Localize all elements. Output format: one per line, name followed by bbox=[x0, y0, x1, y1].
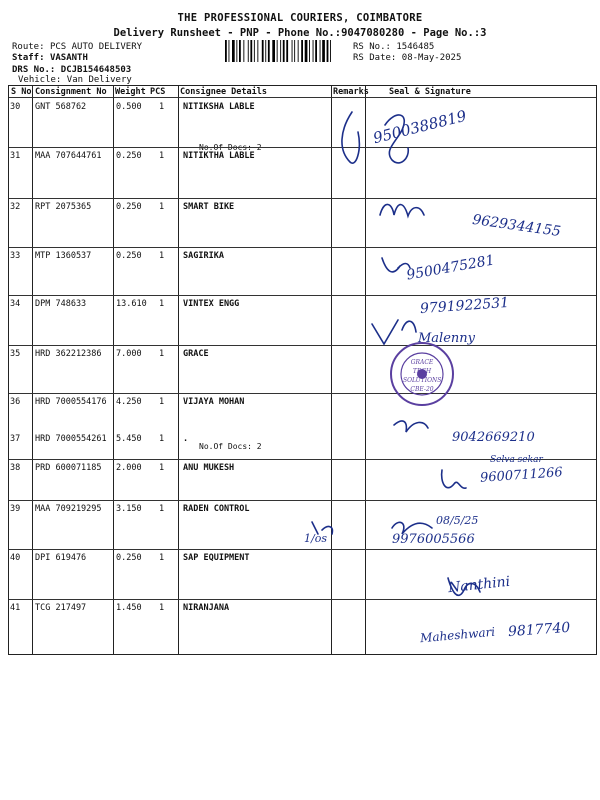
row-consignment: DPI 619476 bbox=[35, 553, 87, 563]
signature-name-40: Nanthini bbox=[447, 573, 511, 597]
row-docs-count: No.Of Docs: 2 bbox=[199, 442, 262, 451]
row-sno: 41 bbox=[10, 603, 21, 613]
row-pcs: 1 bbox=[159, 434, 165, 444]
signature-date-39: 08/5/25 bbox=[436, 514, 479, 527]
signature-scribble bbox=[372, 320, 416, 344]
signature-phone-34: 9791922531 bbox=[419, 294, 510, 318]
row-pcs: 1 bbox=[159, 397, 165, 407]
row-sno: 37 bbox=[10, 434, 21, 444]
row-consignment: MAA 709219295 bbox=[35, 504, 102, 514]
row-pcs: 1 bbox=[159, 553, 165, 563]
signature-scribble bbox=[442, 470, 466, 488]
row-pcs: 1 bbox=[159, 349, 165, 359]
col-sno: S No bbox=[11, 87, 32, 97]
row-consignee: SAGIRIKA bbox=[183, 251, 224, 261]
row-weight: 0.500 bbox=[116, 102, 142, 112]
row-consignment: MTP 1360537 bbox=[35, 251, 92, 261]
row-consignment: HRD 7000554176 bbox=[35, 397, 107, 407]
row-weight: 0.250 bbox=[116, 151, 142, 161]
row-weight: 0.250 bbox=[116, 202, 142, 212]
row-pcs: 1 bbox=[159, 504, 165, 514]
route-label: Route: bbox=[12, 42, 45, 52]
row-weight: 3.150 bbox=[116, 504, 142, 514]
row-sno: 39 bbox=[10, 504, 21, 514]
row-pcs: 1 bbox=[159, 151, 165, 161]
row-pcs: 1 bbox=[159, 102, 165, 112]
rs-date-label: RS Date: bbox=[353, 53, 397, 63]
col-consignee: Consignee Details bbox=[180, 87, 267, 97]
row-consignee: GRACE bbox=[183, 349, 209, 359]
row-consignee: NIRANJANA bbox=[183, 603, 230, 613]
row-weight: 1.450 bbox=[116, 603, 142, 613]
signature-phone-32: 9629344155 bbox=[471, 211, 562, 241]
row-consignment: RPT 2075365 bbox=[35, 202, 92, 212]
row-consignee: VINTEX ENGG bbox=[183, 299, 240, 309]
row-pcs: 1 bbox=[159, 202, 165, 212]
row-sno: 33 bbox=[10, 251, 21, 261]
row-sno: 34 bbox=[10, 299, 21, 309]
col-remarks: Remarks bbox=[333, 87, 369, 97]
row-consignment: DPM 748633 bbox=[35, 299, 87, 309]
row-pcs: 1 bbox=[159, 251, 165, 261]
route-value: PCS AUTO DELIVERY bbox=[49, 42, 143, 52]
row-consignee: RADEN CONTROL bbox=[183, 504, 250, 514]
stamp-text: GRACE TECH SOLUTIONS CBE-20 bbox=[403, 359, 442, 393]
signature-phone-38: 9600711266 bbox=[479, 465, 564, 486]
signature-phone-41: 9817740 bbox=[507, 619, 571, 641]
staff-value: VASANTH bbox=[49, 53, 88, 63]
row-pcs: 1 bbox=[159, 299, 165, 309]
signature-name-34: Malenny bbox=[418, 331, 476, 346]
remark-39: 1/os bbox=[304, 532, 327, 545]
row-weight: 7.000 bbox=[116, 349, 142, 359]
row-consignee: VIJAYA MOHAN bbox=[183, 397, 245, 407]
rs-date-value: 08-May-2025 bbox=[401, 53, 462, 63]
signature-phone-30: 9500388819 bbox=[371, 106, 469, 148]
row-consignee: ANU MUKESH bbox=[183, 463, 235, 473]
row-consignment: TCG 217497 bbox=[35, 603, 87, 613]
row-weight: 4.250 bbox=[116, 397, 142, 407]
row-consignment: PRD 600071185 bbox=[35, 463, 102, 473]
row-sno: 30 bbox=[10, 102, 21, 112]
row-consignment: GNT 568762 bbox=[35, 102, 87, 112]
drs-value: DCJB154648503 bbox=[60, 65, 132, 75]
vehicle-value: Van Delivery bbox=[66, 75, 132, 85]
company-title: THE PROFESSIONAL COURIERS, COIMBATORE bbox=[177, 12, 423, 24]
row-consignment: HRD 362212386 bbox=[35, 349, 102, 359]
signature-phone-33: 9500475281 bbox=[405, 252, 496, 284]
row-consignee: NITIKTHA LABLE bbox=[183, 151, 255, 161]
row-pcs: 1 bbox=[159, 603, 165, 613]
row-consignee: SMART BIKE bbox=[183, 202, 235, 212]
drs-label: DRS No.: bbox=[12, 65, 56, 75]
staff-label: Staff: bbox=[12, 53, 45, 63]
row-docs-count: No.Of Docs: 2 bbox=[199, 143, 262, 152]
row-consignee: NITIKSHA LABLE bbox=[183, 102, 255, 112]
signature-scribble bbox=[342, 112, 359, 163]
row-consignee: SAP EQUIPMENT bbox=[183, 553, 250, 563]
runsheet-subtitle: Delivery Runsheet - PNP - Phone No.:9047080280 - Page No.:3 bbox=[113, 27, 487, 39]
row-pcs: 1 bbox=[159, 463, 165, 473]
signature-scribble bbox=[394, 421, 428, 432]
signature-phone-37: 9042669210 bbox=[452, 430, 535, 445]
col-weight: Weight bbox=[115, 87, 146, 97]
rs-no-label: RS No.: bbox=[353, 42, 391, 52]
signature-phone-39: 9976005566 bbox=[392, 532, 475, 547]
col-consignment: Consignment No bbox=[35, 87, 107, 97]
row-sno: 32 bbox=[10, 202, 21, 212]
row-weight: 0.250 bbox=[116, 251, 142, 261]
row-weight: 5.450 bbox=[116, 434, 142, 444]
row-consignment: HRD 7000554261 bbox=[35, 434, 107, 444]
row-sno: 38 bbox=[10, 463, 21, 473]
row-weight: 2.000 bbox=[116, 463, 142, 473]
row-consignee: . bbox=[183, 434, 189, 444]
vehicle-label: Vehicle: bbox=[18, 75, 62, 85]
rs-no-value: 1546485 bbox=[396, 42, 435, 52]
row-sno: 40 bbox=[10, 553, 21, 563]
signature-scribble bbox=[380, 204, 424, 216]
row-consignment: MAA 707644761 bbox=[35, 151, 102, 161]
signature-name-38: Selva sekar bbox=[490, 455, 543, 465]
col-pcs: PCS bbox=[150, 87, 166, 97]
row-sno: 31 bbox=[10, 151, 21, 161]
row-weight: 13.610 bbox=[116, 299, 147, 309]
signature-name-41: Maheshwari bbox=[419, 624, 496, 646]
row-sno: 35 bbox=[10, 349, 21, 359]
col-seal-signature: Seal & Signature bbox=[389, 87, 471, 97]
row-weight: 0.250 bbox=[116, 553, 142, 563]
row-sno: 36 bbox=[10, 397, 21, 407]
